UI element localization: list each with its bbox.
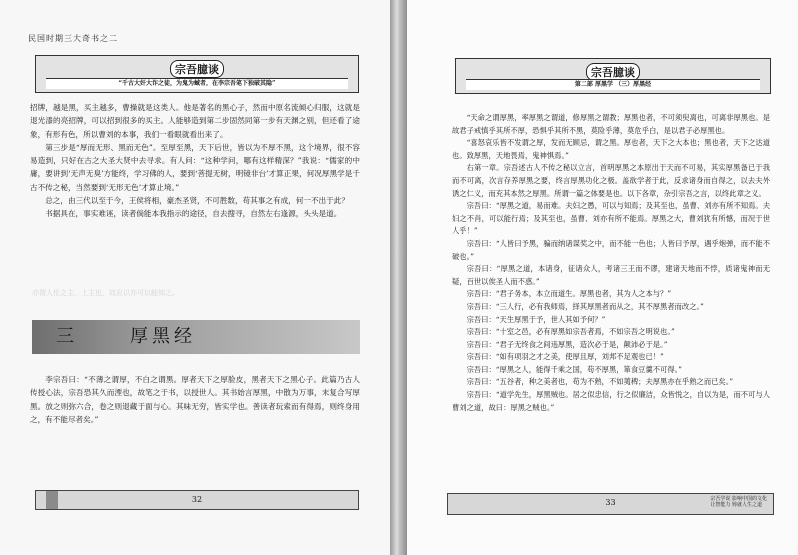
page-number: 33 [605, 498, 616, 507]
paragraph: 宗吾曰：“厚黑之道，本诸身，征诸众人，考诸三王而不谬，建诸天地而不悖，质诸鬼神而无疑，百世以俟圣人而不惑。” [452, 264, 770, 286]
chapter-heading [32, 320, 360, 354]
paragraph: 总之，由三代以至于今，王侯将相，豪杰圣贤，不可胜数，苟其事之有成，何一不出于此？ [45, 196, 349, 206]
page-footer [447, 493, 774, 515]
left-page [0, 0, 390, 555]
section-label: 第二部 厚黑学 （三）厚黑经 [466, 79, 760, 90]
paragraph: 招牌，越是黑，买主越多，曹操就是这类人。他是著名的黑心子，然而中原名流倾心归服，这就是退光漆的亮招牌，可以招到很多的买主。人能够造到第二步固然同第一步有天渊之别，但还看了途象，有形有色，所以曹刘的本事，我们一看眼就看出来了。 [30, 103, 360, 139]
book-gutter [390, 0, 407, 555]
footer-note: 宗吾学说 影响中国的文化 让智能力 铸就人生之道 [710, 496, 767, 508]
running-title: 民国时期三大奇书之二 [28, 34, 118, 43]
paragraph: 第三步是“厚而无形、黑而无色”。至厚至黑，天下后世，皆以为不厚不黑，这个境界，很不容易造到，只好在古之大圣大贤中去寻求。有人问：“这种学问，哪有这样精深？”我说：“儒家的中庸，要讲到‘无声无臭’方能终，学习佛的人，要到‘菩提无树，明镜非台’才算正果，何况厚黑学是千古不传之秘，当然要到‘无形无色’才算止境。” [30, 142, 360, 192]
paragraph: 李宗吾曰：“不薄之谓厚，不白之谓黑。厚者天下之厚脸皮，黑者天下之黑心子。此篇乃古人传授心法，宗吾恐其久而湮也，故笔之于书，以授世人。其书始言厚黑，中散为万事，末复合写厚黑。放之则弥六合，卷之则退藏于面与心。其味无穷，皆实学也。善读者玩索而有得焉，则终身用之，有不能尽者矣。” [30, 375, 360, 424]
page-banner [35, 55, 359, 93]
paragraph: 宗吾曰：“天生厚黑于予，世人其如予何？” [466, 314, 606, 324]
page-number: 32 [191, 495, 203, 504]
paragraph: 宗吾曰：“十室之邑，必有厚黑如宗吾者焉，不如宗吾之明说也。” [466, 327, 675, 337]
banner-title: 宗吾臆谈 [36, 60, 358, 78]
paragraph: “喜怒哀乐皆不发谓之厚，发而无顾忌，谓之黑。厚也者，天下之大本也；黑也者，天下之达道也。致厚黑，天地畏焉，鬼神惧焉。” [452, 138, 770, 160]
chapter-body [30, 373, 360, 426]
paragraph: 宗吾曰：“君子务本，本立而道生。厚黑也者，其为人之本与？” [466, 289, 672, 299]
page-banner [455, 58, 771, 94]
paragraph: 书据具在，事实难诬，读者倘能本我指示的途径，自去搜寻，自然左右逢源，头头是道。 [45, 209, 342, 219]
banner-subtitle: “千古大奸大诈之徒，为鬼为蜮者，在李宗吾笔下独破其隐” [46, 78, 348, 89]
right-page [407, 0, 798, 555]
banner-title: 宗吾臆谈 [456, 63, 770, 81]
paragraph: 宗吾曰：“五谷者，种之美者也，苟为不熟，不如荑稗；夫厚黑亦在乎熟之而已矣。” [466, 377, 734, 387]
paragraph: 宗吾曰：“人皆曰予黑，骗而纳诸谋奖之中，而不能一色也；人皆曰予厚，遇乎炮弹，而不能不破也。” [452, 238, 770, 261]
chapter-number: 三 [56, 326, 76, 347]
body-text [452, 112, 770, 414]
paragraph: 宗吾曰：“厚黑之人，能得千乘之国，苟不厚黑，箪食豆羹不可得。” [466, 364, 683, 374]
chapter-title: 厚黑经 [130, 326, 196, 347]
paragraph: 宗吾曰：“厚黑之道，易而难。夫妇之愚，可以与知焉；及其至也，虽曹、刘亦有所不知焉。夫妇之不肖，可以能行焉；及其至也，虽曹、刘亦有所不能焉。厚黑之大，曹刘犹有所憾，而况于世人乎！” [452, 201, 770, 236]
paragraph: 宗吾曰：“三人行，必有我师焉，择其厚黑者而从之，其不厚黑者而改之。” [466, 301, 704, 311]
body-text [30, 101, 360, 221]
paragraph: 宗吾曰：“道学先生，厚黑贼也。居之似忠信，行之似廉洁，众皆悦之，自以为是，而不可与人曹刘之道，故曰：厚黑之贼也。” [452, 390, 770, 412]
paragraph: 宗吾曰：“君子无终食之间违厚黑，造次必于是，颠沛必于是。” [466, 339, 668, 349]
paragraph: 右第一章。宗吾述古人不传之秘以立言，首明厚黑之本原出于天而不可易，其实厚黑备已于我而不可离，次言存养厚黑之要，终言厚黑功化之极。盖欲学者于此，反求诸身而自得之，以去夫外诱之仁义，而充其本然之厚黑。所谓一篇之体要是也。以下各章，杂引宗吾之言，以终此章之义。 [452, 163, 770, 198]
bleed-through-text: 亦谓人伦之主，上主也，故应以亦可以能知之。 [32, 289, 179, 297]
paragraph: “天命之谓厚黑，率厚黑之谓道，修厚黑之谓教；厚黑也者，不可须臾离也，可离非厚黑也。是故君子戒慎乎其所不厚，恐惧乎其所不黑，莫险乎薄，莫危乎白，是以君子必厚黑也。 [452, 113, 770, 135]
paragraph: 宗吾曰：“如有项羽之才之美，使厚且厚，刘邦不足观也已！” [466, 352, 664, 362]
page-footer [35, 490, 359, 510]
